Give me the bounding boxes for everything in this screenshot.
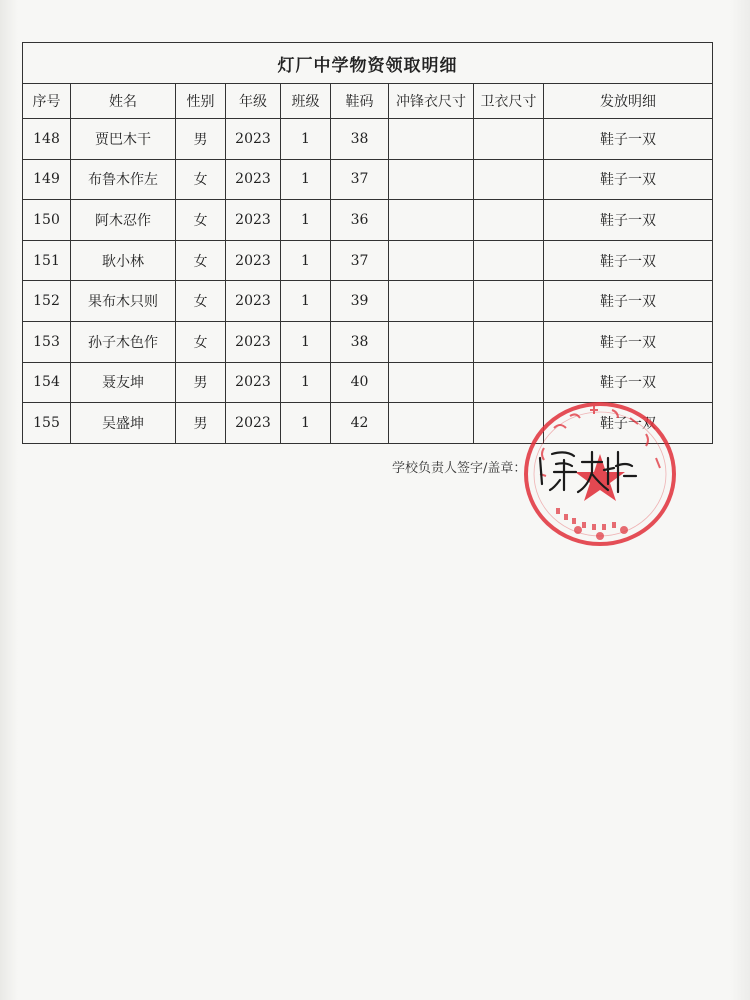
cell-grade: 2023 [226, 159, 281, 200]
table-title: 灯厂中学物资领取明细 [23, 43, 713, 84]
cell-gender: 女 [176, 240, 226, 281]
cell-gender: 女 [176, 200, 226, 241]
cell-shoe-size: 38 [331, 321, 389, 362]
table-title-row [23, 43, 713, 84]
handwritten-signature [532, 440, 642, 500]
cell-name: 孙子木色作 [71, 321, 176, 362]
cell-name: 布鲁木作左 [71, 159, 176, 200]
cell-issue-detail: 鞋子一双 [544, 403, 713, 444]
cell-serial-no: 149 [23, 159, 71, 200]
column-header: 发放明细 [544, 84, 713, 119]
cell-gender: 男 [176, 119, 226, 160]
cell-shoe-size: 42 [331, 403, 389, 444]
cell-issue-detail: 鞋子一双 [544, 159, 713, 200]
cell-grade: 2023 [226, 403, 281, 444]
cell-class: 1 [281, 362, 331, 403]
column-header: 年级 [226, 84, 281, 119]
column-header: 姓名 [71, 84, 176, 119]
column-header: 卫衣尺寸 [474, 84, 544, 119]
cell-shoe-size: 40 [331, 362, 389, 403]
cell-jacket-size [389, 403, 474, 444]
cell-issue-detail: 鞋子一双 [544, 321, 713, 362]
column-header: 班级 [281, 84, 331, 119]
cell-jacket-size [389, 159, 474, 200]
cell-serial-no: 151 [23, 240, 71, 281]
cell-class: 1 [281, 119, 331, 160]
cell-shoe-size: 37 [331, 240, 389, 281]
cell-issue-detail: 鞋子一双 [544, 281, 713, 322]
cell-grade: 2023 [226, 281, 281, 322]
cell-jacket-size [389, 119, 474, 160]
cell-shoe-size: 37 [331, 159, 389, 200]
column-header: 序号 [23, 84, 71, 119]
cell-issue-detail: 鞋子一双 [544, 200, 713, 241]
cell-gender: 男 [176, 403, 226, 444]
cell-gender: 女 [176, 321, 226, 362]
cell-serial-no: 150 [23, 200, 71, 241]
table-header-row [23, 84, 713, 119]
table-row [23, 159, 713, 200]
table-row [23, 200, 713, 241]
cell-name: 聂友坤 [71, 362, 176, 403]
table-row [23, 281, 713, 322]
cell-serial-no: 154 [23, 362, 71, 403]
cell-shoe-size: 36 [331, 200, 389, 241]
cell-grade: 2023 [226, 200, 281, 241]
cell-shoe-size: 39 [331, 281, 389, 322]
cell-gender: 女 [176, 281, 226, 322]
cell-issue-detail: 鞋子一双 [544, 119, 713, 160]
cell-name: 贾巴木干 [71, 119, 176, 160]
cell-hoodie-size [474, 159, 544, 200]
signature-label: 学校负责人签字/盖章： [392, 461, 527, 476]
cell-class: 1 [281, 240, 331, 281]
table-row [23, 362, 713, 403]
cell-jacket-size [389, 240, 474, 281]
cell-gender: 男 [176, 362, 226, 403]
cell-hoodie-size [474, 321, 544, 362]
cell-issue-detail: 鞋子一双 [544, 362, 713, 403]
cell-jacket-size [389, 281, 474, 322]
table-row [23, 240, 713, 281]
cell-class: 1 [281, 403, 331, 444]
cell-name: 阿木忍作 [71, 200, 176, 241]
cell-grade: 2023 [226, 362, 281, 403]
column-header: 鞋码 [331, 84, 389, 119]
cell-grade: 2023 [226, 119, 281, 160]
cell-class: 1 [281, 159, 331, 200]
cell-serial-no: 155 [23, 403, 71, 444]
table-row [23, 321, 713, 362]
column-header: 性别 [176, 84, 226, 119]
cell-grade: 2023 [226, 321, 281, 362]
cell-issue-detail: 鞋子一双 [544, 240, 713, 281]
cell-jacket-size [389, 362, 474, 403]
cell-grade: 2023 [226, 240, 281, 281]
cell-class: 1 [281, 281, 331, 322]
cell-hoodie-size [474, 362, 544, 403]
cell-jacket-size [389, 321, 474, 362]
column-header: 冲锋衣尺寸 [389, 84, 474, 119]
cell-serial-no: 152 [23, 281, 71, 322]
cell-serial-no: 148 [23, 119, 71, 160]
cell-name: 吴盛坤 [71, 403, 176, 444]
cell-hoodie-size [474, 281, 544, 322]
cell-name: 耿小林 [71, 240, 176, 281]
cell-hoodie-size [474, 119, 544, 160]
cell-class: 1 [281, 200, 331, 241]
cell-gender: 女 [176, 159, 226, 200]
cell-serial-no: 153 [23, 321, 71, 362]
cell-shoe-size: 38 [331, 119, 389, 160]
table-body [23, 119, 713, 444]
cell-hoodie-size [474, 240, 544, 281]
cell-name: 果布木只则 [71, 281, 176, 322]
cell-class: 1 [281, 321, 331, 362]
materials-table [22, 42, 713, 444]
cell-hoodie-size [474, 200, 544, 241]
table-row [23, 119, 713, 160]
cell-jacket-size [389, 200, 474, 241]
